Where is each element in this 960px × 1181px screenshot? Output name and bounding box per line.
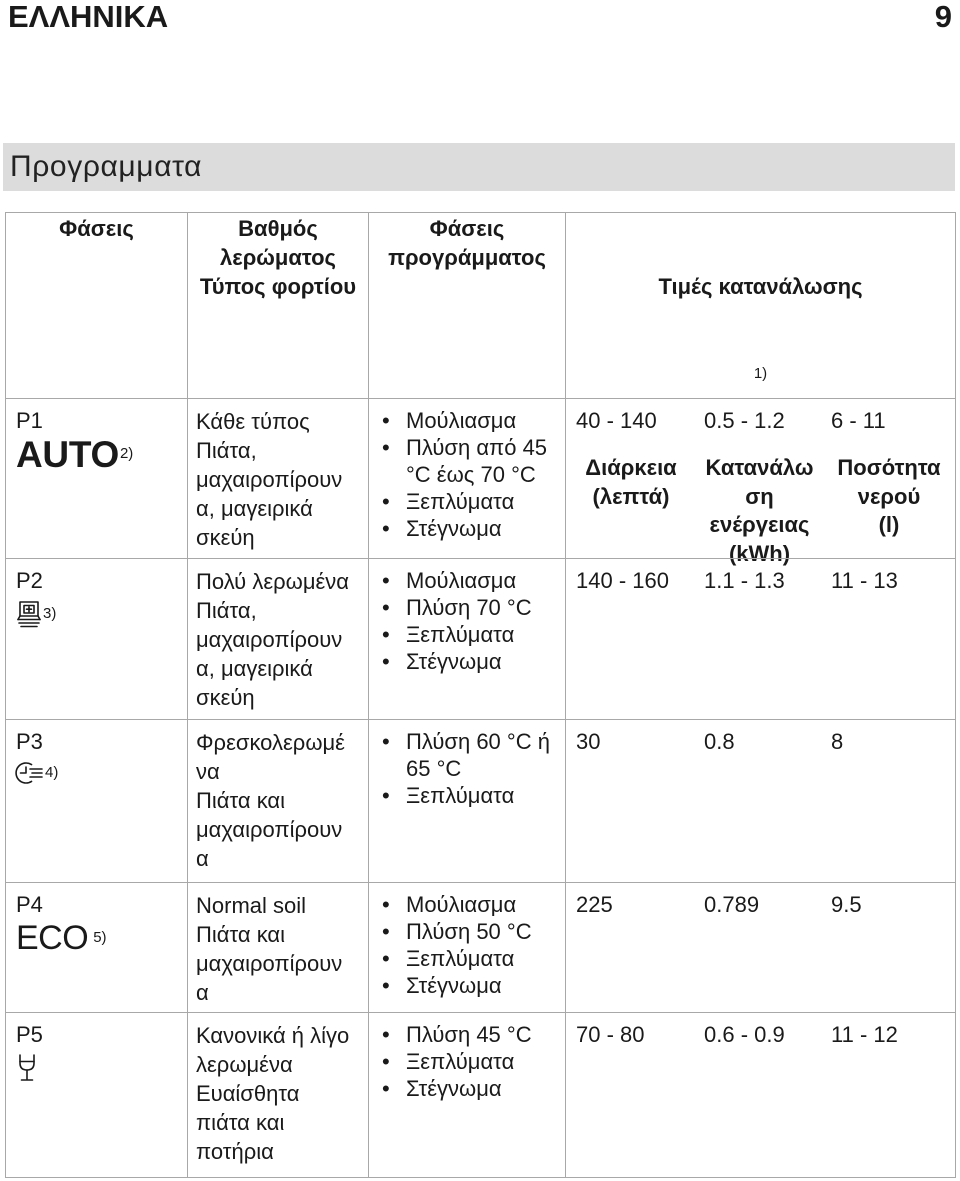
phase-item: • Ξεπλύματα — [406, 488, 565, 515]
duration-value-cell — [566, 720, 696, 883]
load-type: Πιάτα και μαχαιροπίρουν α — [196, 922, 343, 1005]
soil-load-cell — [188, 1013, 369, 1178]
energy-value-cell — [696, 559, 823, 720]
program-cell — [6, 883, 188, 1013]
load-type: Πιάτα, μαχαιροπίρουν α, μαγειρικά σκεύη — [196, 438, 343, 550]
section-title: Προγραμματα — [10, 150, 203, 183]
duration-value: 30 — [576, 729, 601, 754]
water-value-cell — [823, 1013, 956, 1178]
water-value: 8 — [831, 729, 844, 754]
water-value-cell — [823, 559, 956, 720]
page-language-header: ΕΛΛΗΝΙΚΑ — [8, 0, 169, 34]
duration-value: 140 - 160 — [576, 568, 669, 593]
energy-value: 0.6 - 0.9 — [704, 1022, 785, 1047]
energy-value-cell — [696, 883, 823, 1013]
phase-list — [369, 407, 565, 542]
program-cell — [6, 1013, 188, 1178]
phase-item: • Πλύση 50 °C — [406, 918, 565, 945]
auto-logo: AUTO — [16, 433, 119, 475]
water-value: 11 - 12 — [831, 1022, 898, 1047]
footnote-marker: 3) — [43, 604, 57, 622]
duration-value-cell — [566, 883, 696, 1013]
duration-value: 40 - 140 — [576, 408, 657, 433]
phase-item: • Στέγνωμα — [406, 648, 565, 675]
phase-list — [369, 728, 565, 809]
duration-value: 225 — [576, 892, 613, 917]
water-value: 9.5 — [831, 892, 862, 917]
water-value-cell — [823, 883, 956, 1013]
duration-value-cell — [566, 399, 696, 559]
consumption-title: Τιμές κατανάλωσης — [658, 274, 863, 299]
quick-clock-icon — [16, 760, 44, 786]
energy-value: 0.5 - 1.2 — [704, 408, 785, 433]
program-phases-cell — [369, 883, 566, 1013]
program-number: P4 — [16, 892, 43, 917]
water-value-cell — [823, 720, 956, 883]
soil-level: Κανονικά ή λίγο λερωμένα — [196, 1023, 350, 1077]
programs-table — [5, 212, 956, 1178]
program-cell — [6, 559, 188, 720]
program-phases-cell — [369, 559, 566, 720]
program-number: P1 — [16, 408, 43, 433]
soil-load-cell — [188, 883, 369, 1013]
phase-item: • Στέγνωμα — [406, 1075, 565, 1102]
phase-item: • Πλύση από 45 °C έως 70 °C — [406, 434, 565, 488]
program-symbol — [16, 433, 187, 475]
program-cell — [6, 720, 188, 883]
program-symbol — [16, 760, 187, 786]
eco-logo: ECO — [16, 918, 89, 957]
energy-value: 0.8 — [704, 729, 735, 754]
soil-load-cell — [188, 399, 369, 559]
glass-icon — [16, 1053, 38, 1083]
phase-item: • Ξεπλύματα — [406, 1048, 565, 1075]
program-symbol — [16, 920, 187, 956]
phase-item: • Πλύση 70 °C — [406, 594, 565, 621]
header-soil-load: Βαθμός λερώματος Τύπος φορτίου — [188, 213, 369, 399]
phase-item: • Πλύση 60 °C ή 65 °C — [406, 728, 565, 782]
program-phases-cell — [369, 1013, 566, 1178]
program-symbol — [16, 599, 187, 629]
footnote-marker: 2) — [119, 445, 134, 463]
energy-value-cell — [696, 399, 823, 559]
phase-item: • Πλύση 45 °C — [406, 1021, 565, 1048]
header-program-phases: Φάσεις προγράμματος — [369, 213, 566, 399]
header-duration: Διάρκεια (λεπτά) — [585, 455, 677, 509]
load-type: Πιάτα, μαχαιροπίρουν α, μαγειρικά σκεύη — [196, 598, 343, 710]
soil-level: Normal soil — [196, 893, 307, 918]
program-number: P5 — [16, 1022, 43, 1047]
soil-level: Πολύ λερωμένα — [196, 569, 350, 594]
intensive-pot-icon — [16, 599, 42, 629]
duration-value: 70 - 80 — [576, 1022, 645, 1047]
section-heading-bar — [3, 143, 955, 191]
soil-load-cell — [188, 720, 369, 883]
soil-level: Φρεσκολερωμέ να — [196, 730, 345, 784]
phase-list — [369, 567, 565, 675]
phase-item: • Μούλιασμα — [406, 891, 565, 918]
page-number: 9 — [934, 0, 952, 34]
water-value-cell — [823, 399, 956, 559]
phase-item: • Στέγνωμα — [406, 972, 565, 999]
load-type: Πιάτα και μαχαιροπίρουν α — [196, 788, 343, 871]
water-value: 6 - 11 — [831, 408, 886, 433]
water-value: 11 - 13 — [831, 568, 898, 593]
header-energy: Κατανάλω ση ενέργειας (kWh) — [705, 455, 814, 567]
program-symbol — [16, 1053, 187, 1083]
header-water: Ποσότητα νερού (l) — [837, 455, 941, 538]
duration-value-cell — [566, 559, 696, 720]
program-number: P2 — [16, 568, 43, 593]
load-type: Ευαίσθητα πιάτα και ποτήρια — [196, 1081, 300, 1164]
phase-item: • Ξεπλύματα — [406, 782, 565, 809]
energy-value: 0.789 — [704, 892, 760, 917]
phase-item: • Μούλιασμα — [406, 567, 565, 594]
header-program: Φάσεις — [6, 213, 188, 399]
phase-item: • Ξεπλύματα — [406, 945, 565, 972]
energy-value: 1.1 - 1.3 — [704, 568, 785, 593]
footnote-marker: 5) — [93, 928, 107, 946]
footnote-marker: 4) — [45, 763, 59, 781]
program-number: P3 — [16, 729, 43, 754]
program-cell — [6, 399, 188, 559]
soil-load-cell — [188, 559, 369, 720]
energy-value-cell — [696, 720, 823, 883]
consumption-footnote: 1) — [753, 365, 768, 382]
phase-item: • Ξεπλύματα — [406, 621, 565, 648]
soil-level: Κάθε τύπος — [196, 409, 310, 434]
phase-item: • Στέγνωμα — [406, 515, 565, 542]
phase-list — [369, 891, 565, 999]
program-phases-cell — [369, 720, 566, 883]
duration-value-cell — [566, 1013, 696, 1178]
energy-value-cell — [696, 1013, 823, 1178]
phase-list — [369, 1021, 565, 1102]
phase-item: • Μούλιασμα — [406, 407, 565, 434]
program-phases-cell — [369, 399, 566, 559]
